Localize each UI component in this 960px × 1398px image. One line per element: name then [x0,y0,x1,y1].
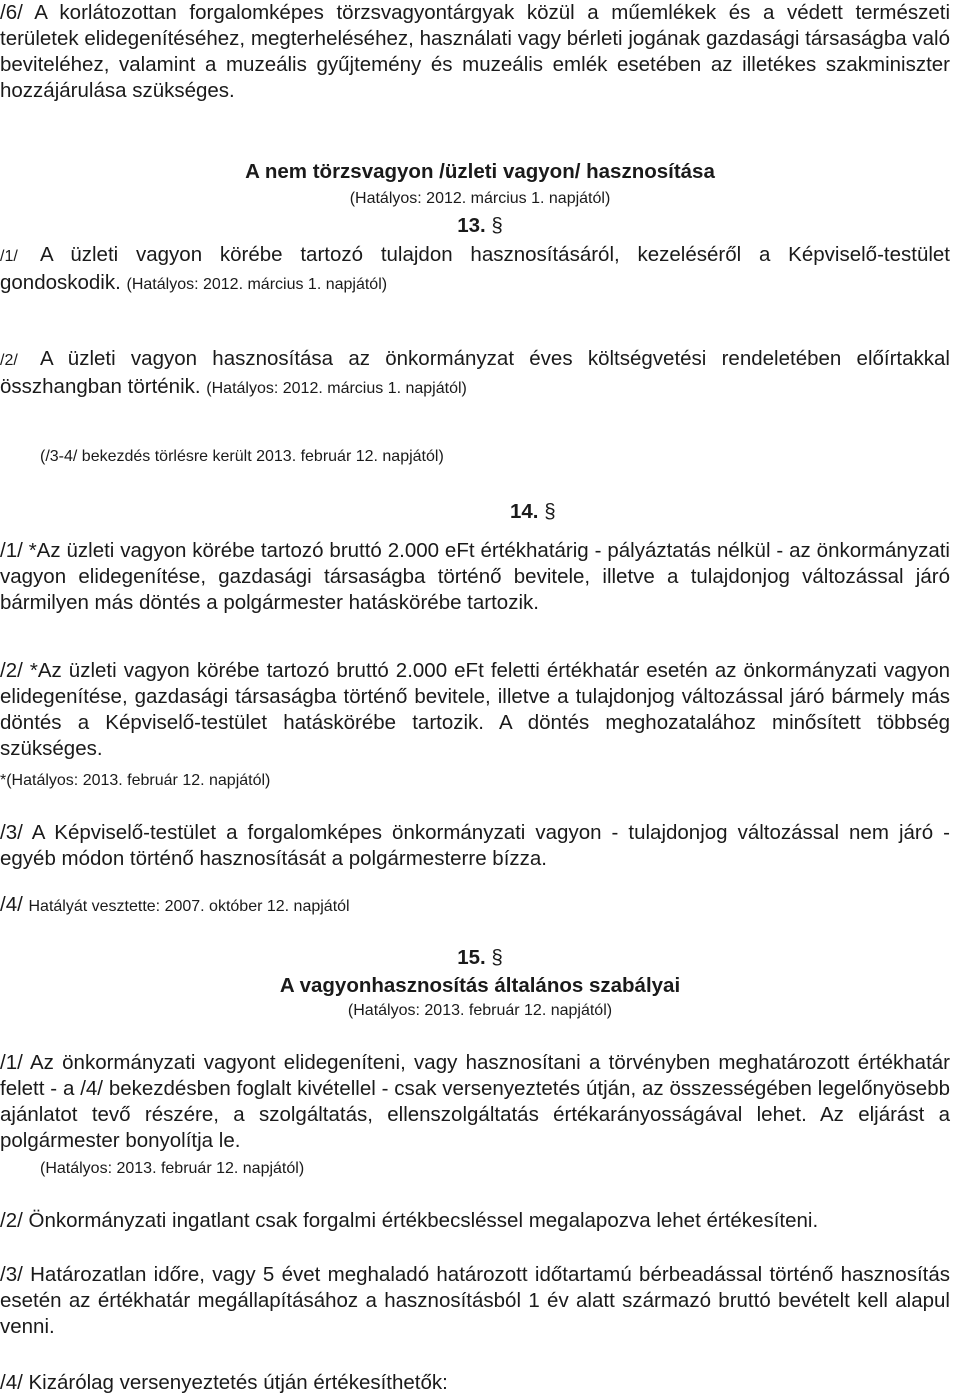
s13-paragraph-2 [0,346,950,402]
paragraph-text: Önkormányzati ingatlant csak forgalmi értékbecsléssel megalapozva lehet értékesíteni. [28,1209,819,1232]
s15-paragraph-1 [0,1050,950,1154]
paragraph-label: /4/ [0,893,23,916]
paragraph-text: *Az üzleti vagyon körébe tartozó bruttó 2.000 eFt feletti értékhatár esetén az önkormányzati vagyon elidegenítése, gazdasági társaságba történő bevitele, illetve a tulajdonjog változással járó bármely más döntés a Képviselő-testület hatáskörébe tartozik. A döntés meghozatalához minősített többség szükséges. [0,659,950,760]
effective-date: (Hatályos: 2012. március 1. napjától) [349,190,611,207]
section-number-14: 14. § [510,500,556,523]
paragraph-text: A üzleti vagyon hasznosítása az önkormányzat éves költségvetési rendeletében előírtakkal összhangban történik. [0,347,950,398]
paragraph-text: A Képviselő-testület a forgalomképes önkormányzati vagyon - tulajdonjog változással nem járó - egyéb módon történő hasznosítását a polgármesterre bízza. [0,821,950,870]
section-sign-icon: § [544,500,556,523]
paragraph-label: /4/ [0,1371,23,1394]
s14-paragraph-2 [0,658,950,762]
effective-date: (Hatályos: 2012. március 1. napjától) [126,276,388,293]
paragraph-label: /2/ [0,659,23,682]
paragraph-label: /1/ [0,539,23,562]
s15-paragraph-3 [0,1262,950,1340]
effective-date: (Hatályos: 2012. március 1. napjától) [206,380,467,397]
paragraph-text: A üzleti vagyon körébe tartozó tulajdon hasznosításáról, kezeléséről a Képviselő-testület gondoskodik. [0,243,950,294]
s14-paragraph-4 [0,892,950,920]
paragraph-label: /1/ [0,248,18,265]
section-number-13: 13. § [457,214,503,237]
paragraph-text: A korlátozottan forgalomképes törzsvagyontárgyak közül a műemlékek és a védett természeti területek elidegenítéséhez, megterheléséhez, használati vagy bérleti jogának gazdasági társaságba való beviteléhez, valamint a muzeális gyűjtemény és muzeális emlék esetében az illetékes szakminiszter hozzájárulása szükséges. [0,1,950,102]
paragraph-label: /2/ [0,352,18,369]
section-sign-icon: § [491,946,503,969]
paragraph-text: Kizárólag versenyeztetés útján értékesíthetők: [28,1371,448,1394]
section-heading: A nem törzsvagyon /üzleti vagyon/ hasznosítása [245,160,715,183]
paragraph-text: *Az üzleti vagyon körébe tartozó bruttó 2.000 eFt értékhatárig - pályáztatás nélkül - az önkormányzati vagyon elidegenítése, gazdasági társaságba történő bevitele, illetve a tulajdonjog változással járó bármilyen más döntés a polgármester hatáskörébe tartozik. [0,539,950,614]
s14-paragraph-1 [0,538,950,616]
effective-date: (Hatályos: 2013. február 12. napjától) [40,1160,305,1177]
s14-paragraph-3 [0,820,950,872]
section-heading: A vagyonhasznosítás általános szabályai [279,974,681,997]
paragraph-label: /6/ [0,1,23,24]
s15-paragraph-2 [0,1208,950,1234]
section-number-15: 15. § [457,946,503,969]
paragraph-label: /3/ [0,821,23,844]
paragraph-text: Határozatlan időre, vagy 5 évet meghaladó határozott időtartamú bérbeadással történő hasznosítás esetén az értékhatár megállapításához a hasznosításból 1 év alatt származó bruttó bevételt kell alapul venni. [0,1263,950,1338]
effective-date: *(Hatályos: 2013. február 12. napjától) [0,772,271,789]
deletion-note: (/3-4/ bekezdés törlésre került 2013. február 12. napjától) [40,448,444,465]
paragraph-label: /3/ [0,1263,23,1286]
effective-date: (Hatályos: 2013. február 12. napjától) [347,1002,613,1019]
paragraph-text: Hatályát vesztette: 2007. október 12. napjától [28,898,350,915]
paragraph-6 [0,0,950,104]
paragraph-label: /2/ [0,1209,23,1232]
paragraph-label: /1/ [0,1051,23,1074]
paragraph-text: Az önkormányzati vagyont elidegeníteni, vagy hasznosítani a törvényben meghatározott értékhatár felett - a /4/ bekezdésben foglalt kivétellel - csak versenyeztetés útján, az összességében legelőnyösebb ajánlatot tevő részére, a szolgáltatás, ellenszolgáltatás értékarányosságával lehet. Az eljárást a polgármester bonyolítja le. [0,1051,950,1152]
s15-paragraph-4 [0,1370,950,1396]
s13-paragraph-1 [0,242,950,298]
section-sign-icon: § [491,214,503,237]
